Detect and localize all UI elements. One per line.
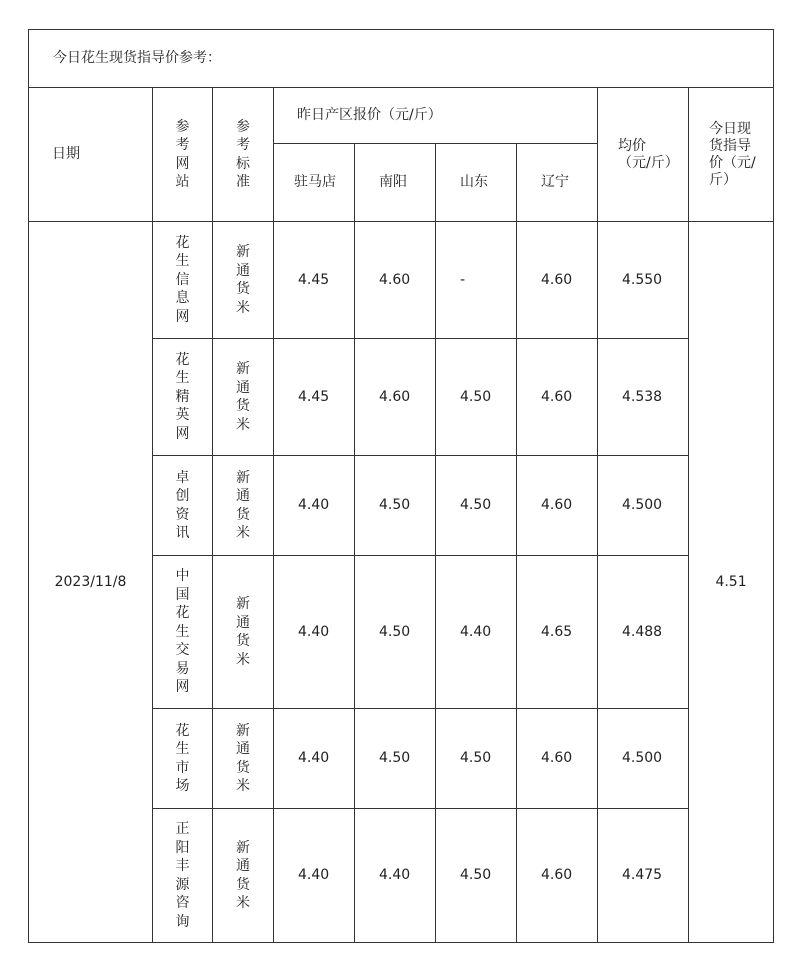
price-nanyang: 4.60 (355, 339, 436, 456)
site-name: 花生信息网 (175, 234, 190, 325)
standard-cell (213, 809, 274, 943)
price-document (28, 29, 774, 943)
price-shandong: 4.50 (436, 809, 517, 943)
site-cell (153, 456, 213, 556)
price-zhumadian: 4.45 (274, 339, 355, 456)
guide-price-cell: 4.51 (689, 222, 774, 943)
table-title: 今日花生现货指导价参考： (29, 30, 774, 88)
standard-name: 新通货米 (236, 361, 250, 433)
standard-cell (213, 339, 274, 456)
price-table (28, 29, 774, 943)
price-shandong: 4.50 (436, 709, 517, 809)
price-nanyang: 4.50 (355, 709, 436, 809)
site-cell (153, 709, 213, 809)
standard-name: 新通货米 (236, 722, 250, 794)
site-name: 正阳丰源咨询 (175, 821, 190, 930)
standard-cell (213, 456, 274, 556)
price-liaoning: 4.60 (517, 456, 598, 556)
header-region-zhumadian: 驻马店 (274, 144, 355, 222)
price-liaoning: 4.60 (517, 222, 598, 339)
header-yesterday-group: 昨日产区报价（元/斤） (274, 88, 598, 144)
price-nanyang: 4.50 (355, 456, 436, 556)
price-avg: 4.550 (598, 222, 689, 339)
header-region-shandong: 山东 (436, 144, 517, 222)
site-cell (153, 809, 213, 943)
price-avg: 4.500 (598, 456, 689, 556)
site-cell (153, 222, 213, 339)
site-name: 花生精英网 (175, 351, 190, 442)
price-liaoning: 4.60 (517, 809, 598, 943)
price-shandong: 4.50 (436, 339, 517, 456)
site-name: 花生市场 (175, 722, 190, 794)
price-avg: 4.500 (598, 709, 689, 809)
price-zhumadian: 4.40 (274, 809, 355, 943)
date-cell: 2023/11/8 (29, 222, 153, 943)
site-name: 卓创资讯 (175, 469, 190, 541)
header-site-label: 参考网站 (175, 118, 190, 190)
standard-name: 新通货米 (236, 596, 250, 668)
price-nanyang: 4.60 (355, 222, 436, 339)
header-standard-label: 参考标准 (236, 118, 250, 190)
site-cell (153, 339, 213, 456)
price-liaoning: 4.65 (517, 556, 598, 709)
standard-cell (213, 222, 274, 339)
site-cell (153, 556, 213, 709)
price-zhumadian: 4.40 (274, 709, 355, 809)
header-site (153, 88, 213, 222)
site-name: 中国花生交易网 (175, 568, 190, 696)
price-shandong: - (436, 222, 517, 339)
standard-name: 新通货米 (236, 469, 250, 541)
price-nanyang: 4.40 (355, 809, 436, 943)
price-shandong: 4.40 (436, 556, 517, 709)
header-standard (213, 88, 274, 222)
standard-name: 新通货米 (236, 839, 250, 911)
price-zhumadian: 4.40 (274, 456, 355, 556)
price-avg: 4.488 (598, 556, 689, 709)
standard-name: 新通货米 (236, 244, 250, 316)
price-nanyang: 4.50 (355, 556, 436, 709)
price-shandong: 4.50 (436, 456, 517, 556)
price-zhumadian: 4.40 (274, 556, 355, 709)
price-liaoning: 4.60 (517, 339, 598, 456)
header-guide: 今日现货指导价（元/斤） (689, 88, 774, 222)
standard-cell (213, 709, 274, 809)
table-row (29, 222, 774, 339)
price-zhumadian: 4.45 (274, 222, 355, 339)
standard-cell (213, 556, 274, 709)
header-region-liaoning: 辽宁 (517, 144, 598, 222)
price-avg: 4.475 (598, 809, 689, 943)
header-region-nanyang: 南阳 (355, 144, 436, 222)
price-liaoning: 4.60 (517, 709, 598, 809)
price-avg: 4.538 (598, 339, 689, 456)
header-date: 日期 (29, 88, 153, 222)
header-avg: 均价（元/斤） (598, 88, 689, 222)
